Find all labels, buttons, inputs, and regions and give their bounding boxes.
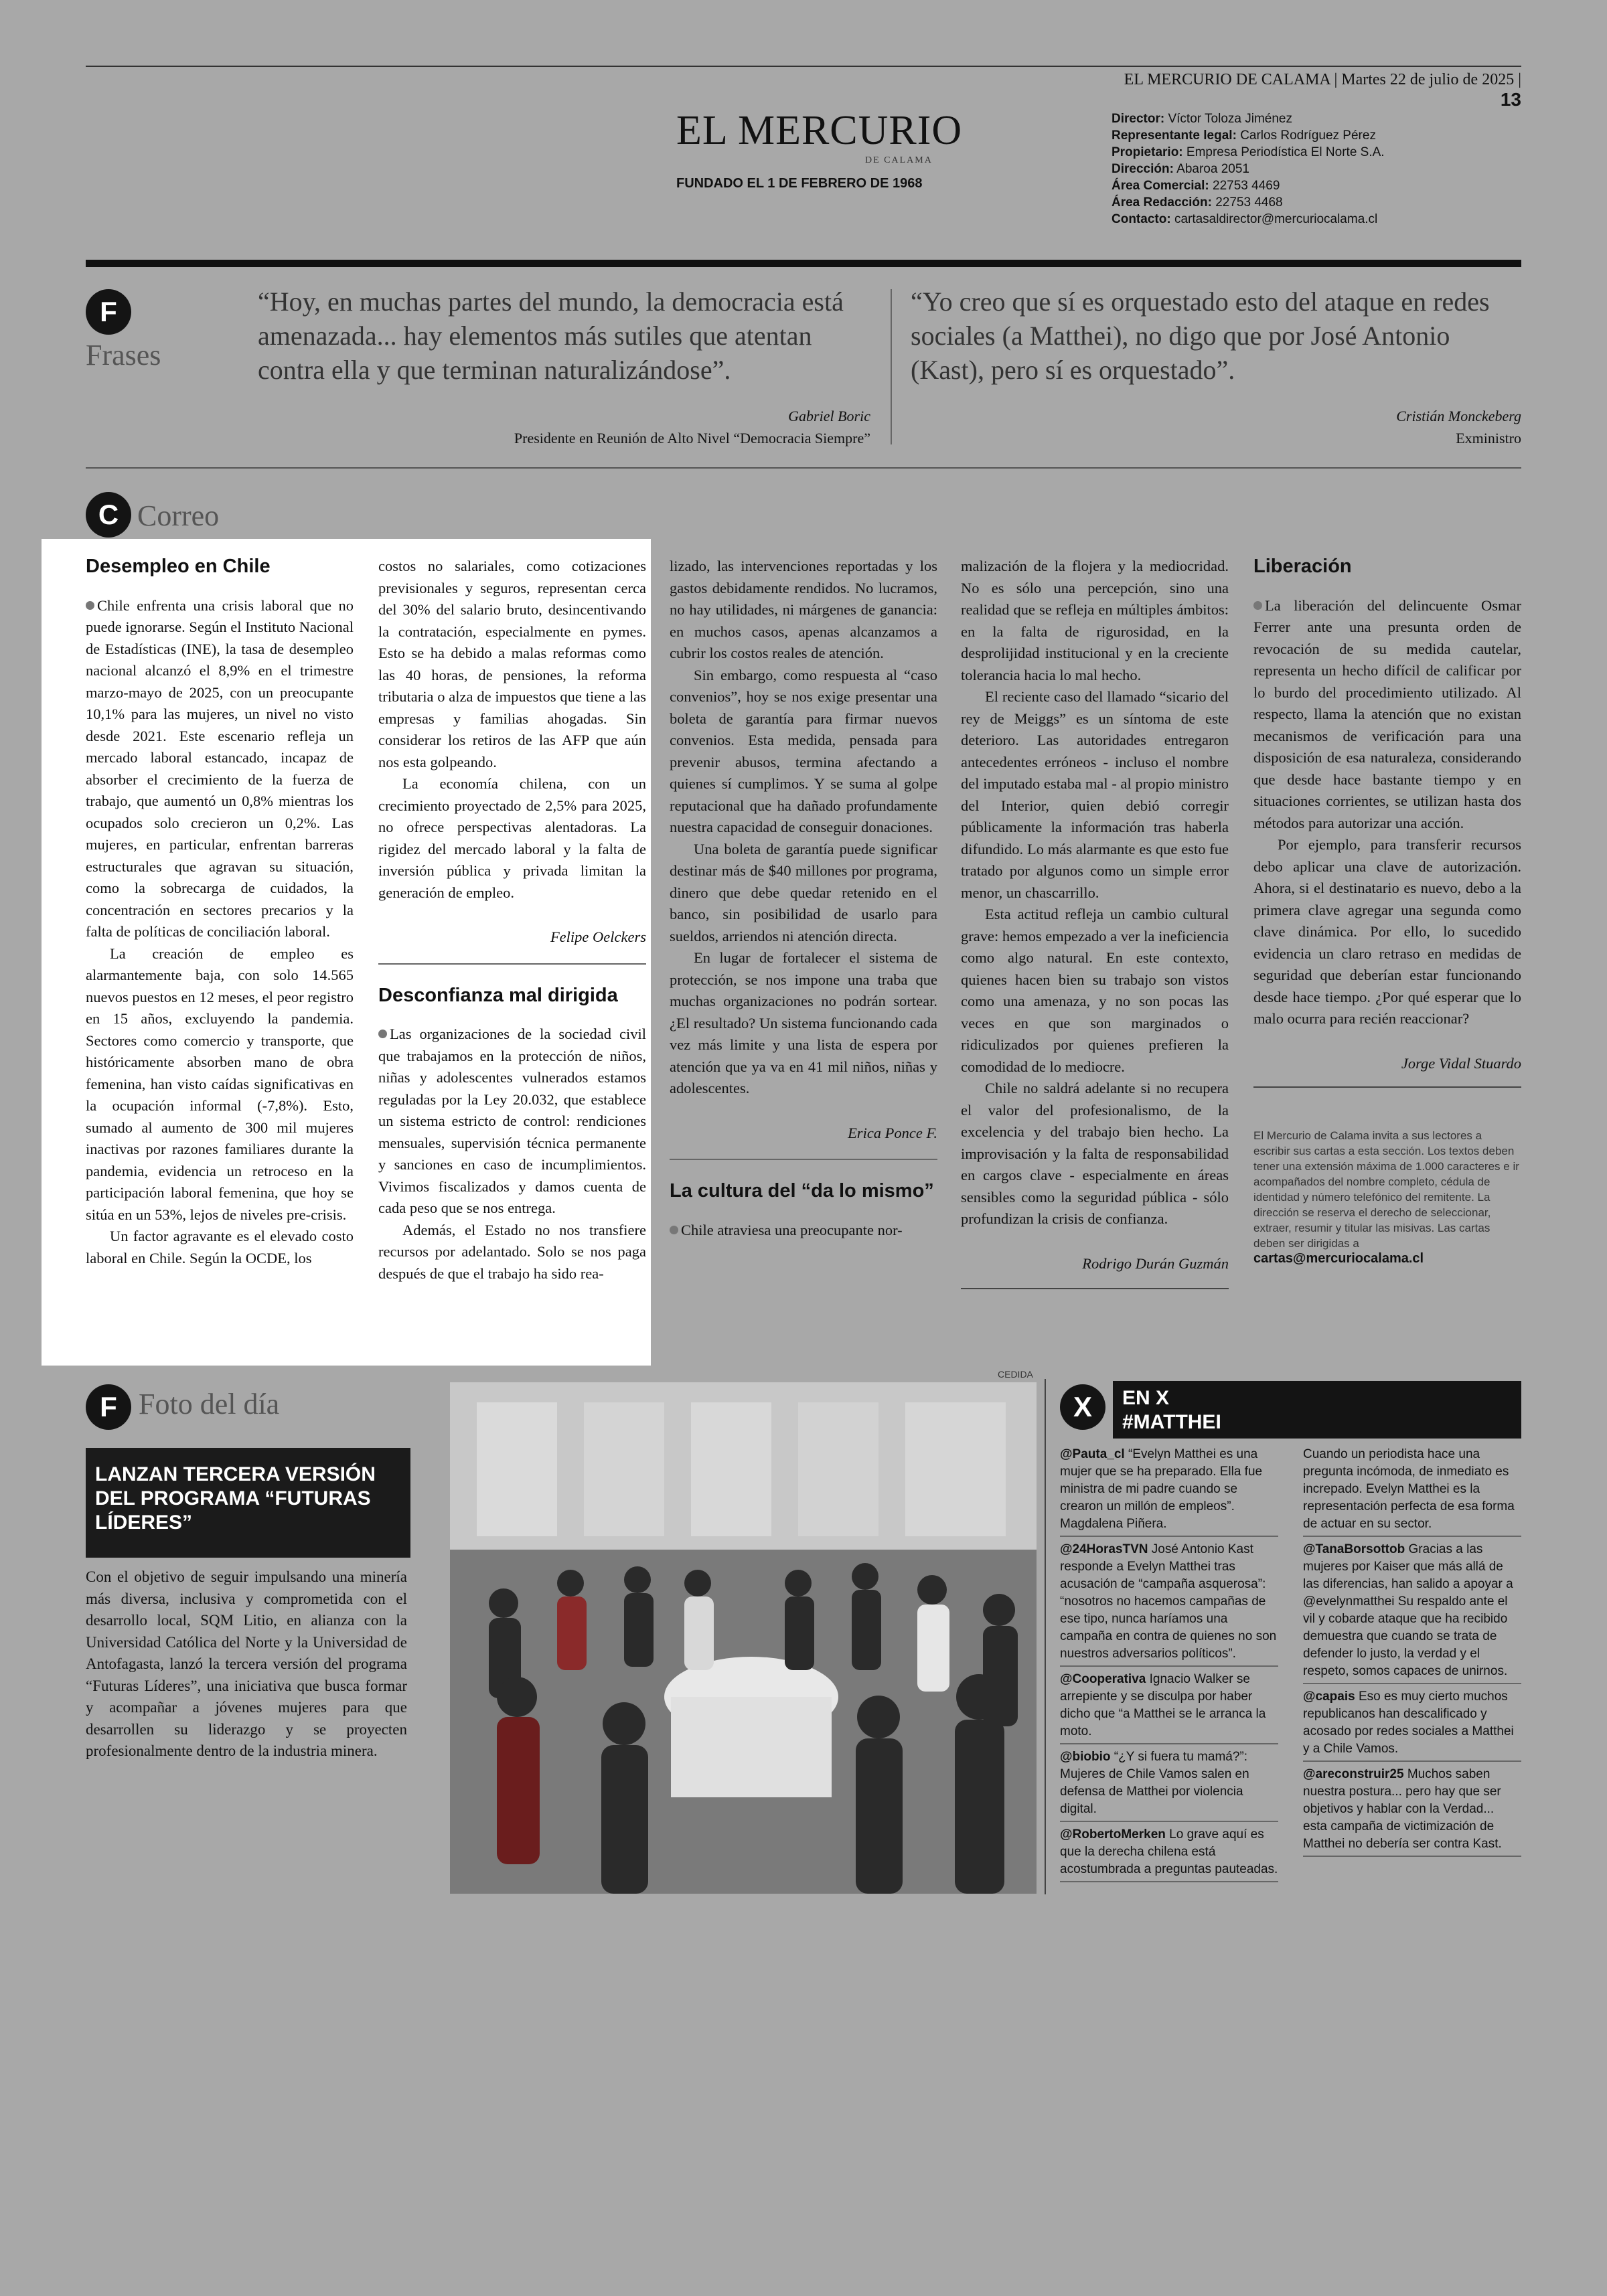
foto-title: Foto del día bbox=[139, 1388, 280, 1420]
notice-email[interactable]: cartas@mercuriocalama.cl bbox=[1253, 1251, 1424, 1266]
tweet-handle[interactable]: @areconstruir25 bbox=[1303, 1767, 1404, 1781]
frases-author-2: Cristián Monckeberg bbox=[1396, 408, 1521, 424]
staff-line: Representante legal: Carlos Rodríguez Pérez bbox=[1112, 129, 1376, 143]
founded-line: FUNDADO EL 1 DE FEBRERO DE 1968 bbox=[676, 176, 923, 191]
bullet-icon bbox=[378, 1030, 387, 1038]
x-title-1: EN X bbox=[1122, 1387, 1170, 1409]
masthead-sub: DE CALAMA bbox=[865, 155, 933, 165]
tweet: @Cooperativa Ignacio Walker se arrepiente y se disculpa por haber dicho que “a Matthei se le arranca la moto. bbox=[1060, 1671, 1278, 1744]
tweet-handle[interactable]: @TanaBorsottob bbox=[1303, 1542, 1405, 1556]
staff-box bbox=[1112, 110, 1527, 228]
letter-paragraph: Chile no saldrá adelante si no recupera el valor del profesionalismo, de la excelencia y del trabajo bien hecho. La improvisación y la falta de responsabilidad en cargos clave - especialmente en áreas sensibles como la seguridad pública - sólo profundizan la crisis de confianza. bbox=[961, 1080, 1229, 1227]
letter-heading: Liberación bbox=[1253, 556, 1352, 577]
x-title-2: #MATTHEI bbox=[1122, 1411, 1221, 1433]
letter-paragraph: Esta actitud refleja un cambio cultural grave: hemos empezado a ver la ineficiencia como algo natural. En este contexto, quienes hacen bien su trabajo son vistos como una amenaza, y no son pocas las veces en que son marginados o ridiculizados por quienes prefieren la comodidad de lo mediocre. bbox=[961, 906, 1229, 1075]
frases-badge: F bbox=[86, 289, 131, 335]
foto-caption: Con el objetivo de seguir impulsando una minería más diversa, inclusiva y comprometida con el desarrollo local, SQM Litio, en alianza con la Universidad Católica del Norte y la Universidad de Antofagasta, lanzó la tercera versión del programa “Futuras Líderes”, una iniciativa que busca formar y acompañar a jóvenes mujeres para que desarrollen su liderazgo y se proyecten profesionalmente dentro de la industria minera. bbox=[86, 1568, 407, 1759]
tweet: @capais Eso es muy cierto muchos republicanos han descalificado y acosado por redes sociales a Matthei y a Chile Vamos. bbox=[1303, 1688, 1521, 1762]
frases-role-2: Exministro bbox=[1456, 430, 1521, 446]
letter-paragraph: Sin embargo, como respuesta al “caso convenios”, hoy se nos exige presentar una boleta de garantía para firmar nuevos convenios. Esta medida, pensada para prevenir abusos, termina afectando a quienes sí cumplimos. Y se suma al golpe reputacional que ha dañado profundamente nuestra capacidad de conseguir donaciones. bbox=[670, 666, 937, 835]
letter-heading: La cultura del “da lo mismo” bbox=[670, 1180, 934, 1202]
frases-divider bbox=[891, 289, 892, 444]
letter-paragraph: La liberación del delincuente Osmar Ferrer ante una presunta orden de revocación de su medida cautelar, representa un hecho difícil de calificar por lo burdo del procedimiento utilizado. Al respecto, llama la atención que no existan mecanismos de verificación para una disposición de esa naturaleza, considerando que desde hace bastante tiempo y en situaciones corrientes, se utilizan hasta dos métodos para autorizar una acción. bbox=[1253, 596, 1521, 831]
letter-paragraph: Además, el Estado no nos transfiere recursos por adelantado. Solo se nos paga después de que el trabajo ha sido rea- bbox=[378, 1221, 646, 1282]
photo-illustration bbox=[450, 1382, 1037, 1894]
tweet: @RobertoMerken Lo grave aquí es que la derecha chilena está acostumbrada a preguntas pauteadas. bbox=[1060, 1826, 1278, 1882]
tweet-handle[interactable]: @biobio bbox=[1060, 1750, 1111, 1764]
tweet-handle[interactable]: @Pauta_cl bbox=[1060, 1447, 1125, 1461]
x-title-box bbox=[1113, 1381, 1521, 1439]
staff-line: Área Redacción: 22753 4468 bbox=[1112, 195, 1283, 210]
frases-bottom-rule bbox=[86, 467, 1521, 469]
top-rule bbox=[86, 66, 1521, 67]
letter-paragraph: En lugar de fortalecer el sistema de protección, se nos impone una traba que muchas organizaciones no podrán sortear. ¿El resultado? Un sistema funcionando cada vez más limite y una lista de espera por atención que ya va en 41 mil niños, niñas y adolescentes. bbox=[670, 949, 937, 1096]
letter-paragraph: La creación de empleo es alarmantemente baja, con solo 14.565 nuevos puestos en 12 meses, el peor registro en 15 años, excluyendo la pandemia. Sectores como comercio y transporte, que históricamente absorben mano de obra femenina, han visto caídas significativas en la ocupación informal (-7,8%). Esto, sumado al aumento de 300 mil mujeres inactivas por razones familiares durante la pandemia, evidencia un retroceso en la participación laboral femenina, que hoy se sitúa en un 53%, lejos de niveles pre-crisis. bbox=[86, 945, 354, 1223]
photo-credit: CEDIDA bbox=[998, 1369, 1033, 1380]
page-number: 13 bbox=[1500, 89, 1521, 110]
running-head-text: EL MERCURIO DE CALAMA | Martes 22 de julio de 2025 | bbox=[1124, 71, 1521, 88]
letters-notice bbox=[1253, 1128, 1521, 1266]
letter-column-4 bbox=[961, 556, 1229, 1289]
letter-paragraph: lizado, las intervenciones reportadas y los gastos debidamente rendidos. No lucramos, no hay utilidades, ni márgenes de ganancia: en muchos casos, apenas alcanzamos a cubrir los costos reales de atención. bbox=[670, 558, 937, 661]
letter-signature: Erica Ponce F. bbox=[848, 1124, 937, 1141]
letter-paragraph: Las organizaciones de la sociedad civil que trabajamos en la protección de niños, niñas y adolescentes vulnerados estamos reguladas por la Ley 20.032, que establece un sistema estricto de control: rendiciones mensuales, supervisión técnica permanente y sanciones en caso de incumplimientos. Vivimos fiscalizados y damos cuenta de cada peso que se nos entrega. bbox=[378, 1026, 646, 1216]
frases-author-1: Gabriel Boric bbox=[788, 408, 870, 424]
staff-line: Área Comercial: 22753 4469 bbox=[1112, 179, 1280, 193]
tweet-handle[interactable]: @24HorasTVN bbox=[1060, 1542, 1148, 1556]
letter-paragraph: La economía chilena, con un crecimiento proyectado de 2,5% para 2025, no ofrece perspectivas alentadoras. La rigidez del mercado laboral y la falta de inversión pública y privada limitan la generación de empleo. bbox=[378, 775, 646, 901]
letter-column-1 bbox=[86, 556, 354, 1269]
letter-paragraph: El reciente caso del llamado “sicario del rey de Meiggs” es un síntoma de este deterioro. Las autoridades entregaron antecedentes erróneos - incluso el nombre del imputado estaba mal - al propio ministro del Interior, quien debió corregir públicamente la información tras haberla difundido. Lo más alarmante es que esto fue tratado por algunos como un simple error menor, un chascarrillo. bbox=[961, 688, 1229, 901]
foto-badge: F bbox=[86, 1384, 131, 1430]
correo-badge: C bbox=[86, 492, 131, 538]
letter-paragraph: Por ejemplo, para transferir recursos debo aplicar una clave de autorización. Ahora, si el destinatario es nuevo, debo a la primera clave agregar una segunda como clave dinámica. Por ello, lo sucedido evidencia un claro retraso en medidas de seguridad que deberían estar funcionando desde hace tiempo. ¿Por qué esperar que lo malo ocurra para recién reaccionar? bbox=[1253, 836, 1521, 1027]
letter-signature: Rodrigo Durán Guzmán bbox=[1082, 1254, 1229, 1272]
header-bottom-rule bbox=[86, 260, 1521, 267]
staff-line: Director: Víctor Toloza Jiménez bbox=[1112, 112, 1292, 126]
frases-title: Frases bbox=[86, 339, 161, 372]
letter-heading: Desempleo en Chile bbox=[86, 556, 271, 577]
staff-line: Dirección: Abaroa 2051 bbox=[1112, 162, 1249, 176]
staff-line: Contacto: cartasaldirector@mercuriocalama.cl bbox=[1112, 212, 1378, 226]
foto-headline: LANZAN TERCERA VERSIÓN DEL PROGRAMA “FUTURAS LÍDERES” bbox=[95, 1463, 376, 1534]
bullet-icon bbox=[670, 1226, 678, 1234]
x-column-divider bbox=[1045, 1379, 1046, 1894]
event-photo bbox=[450, 1382, 1037, 1894]
frases-quote-1: “Hoy, en muchas partes del mundo, la democracia está amenazada... hay elementos más sutiles que atentan contra ella y que terminan naturalizándose”. bbox=[258, 286, 844, 385]
foto-headline-box bbox=[86, 1448, 410, 1558]
tweet-handle[interactable]: @capais bbox=[1303, 1690, 1355, 1704]
tweet-handle[interactable]: @Cooperativa bbox=[1060, 1672, 1146, 1686]
letter-signature: Felipe Oelckers bbox=[550, 928, 646, 945]
letter-signature: Jorge Vidal Stuardo bbox=[1401, 1054, 1521, 1072]
tweet: @24HorasTVN José Antonio Kast responde a Evelyn Matthei tras acusación de “campaña asquerosa”: “nosotros no hacemos campañas de ese tipo, nunca haríamos una campaña en contra de quienes no son nuestros adversarios políticos”. bbox=[1060, 1541, 1278, 1667]
column-rule bbox=[1253, 1086, 1521, 1088]
letter-column-5 bbox=[1253, 556, 1521, 1266]
letter-paragraph: malización de la flojera y la mediocridad. No es sólo una percepción, sino una realidad que se refleja en múltiples ámbitos: en la falta de rigurosidad, en la desprolijidad institucional y en la creciente tolerancia hacia lo mal hecho. bbox=[961, 558, 1229, 683]
frases-quote-2: “Yo creo que sí es orquestado esto del ataque en redes sociales (a Matthei), no digo que por José Antonio (Kast), pero sí es orquestado”. bbox=[911, 286, 1490, 385]
x-left-column bbox=[1060, 1446, 1278, 1886]
tweet: @areconstruir25 Muchos saben nuestra postura... pero hay que ser objetivos y hablar con la Verdad... esta campaña de victimización de Matthei no debería ser contra Kast. bbox=[1303, 1766, 1521, 1857]
x-right-column bbox=[1303, 1446, 1521, 1861]
column-rule bbox=[378, 963, 646, 965]
bullet-icon bbox=[1253, 601, 1262, 610]
tweet: @TanaBorsottob Gracias a las mujeres por Kaiser que más allá de las diferencias, han salido a apoyar a @evelynmatthei Su respaldo ante el vil y cobarde ataque que ha recibido demuestra que cuando se trata de defender lo justo, la verdad y el respeto, somos capaces de unirnos. bbox=[1303, 1541, 1521, 1684]
x-badge: X bbox=[1060, 1384, 1105, 1430]
letter-paragraph: costos no salariales, como cotizaciones previsionales y seguros, representan cerca del 30% del salario bruto, desincentivando la contratación, especialmente en pymes. Esto se ha debido a malas reformas como las 40 horas, de pensiones, la reforma tributaria o alza de impuestos que tiene a las empresas y familias ahogadas. Sin considerar los retiros de las AFP que aún nos esta golpeando. bbox=[378, 558, 646, 770]
tweet: @biobio “¿Y si fuera tu mamá?”: Mujeres de Chile Vamos salen en defensa de Matthei por violencia digital. bbox=[1060, 1748, 1278, 1822]
correo-title: Correo bbox=[137, 499, 220, 532]
letter-column-3 bbox=[670, 556, 937, 1241]
masthead-logo: EL MERCURIO bbox=[676, 108, 963, 153]
running-head bbox=[1112, 71, 1521, 110]
tweet: @Pauta_cl “Evelyn Matthei es una mujer que se ha preparado. Ella fue ministra de mi padre cuando se crearon un millón de empleos”. Magdalena Piñera. bbox=[1060, 1446, 1278, 1537]
letter-paragraph: Chile atraviesa una preocupante nor- bbox=[670, 1220, 937, 1242]
letter-column-2 bbox=[378, 556, 646, 1285]
letter-paragraph: Una boleta de garantía puede significar destinar más de $40 millones por programa, dinero que debe quedar retenido en el banco, sin posibilidad de usarlo para sueldos, arriendos ni atención directa. bbox=[670, 840, 937, 945]
tweet: Cuando un periodista hace una pregunta incómoda, de inmediato es increpado. Evelyn Matthei es la representación perfecta de esa forma de actuar en su sector. bbox=[1303, 1446, 1521, 1537]
letter-paragraph: Un factor agravante es el elevado costo laboral en Chile. Según la OCDE, los bbox=[86, 1228, 354, 1266]
letter-paragraph: Chile enfrenta una crisis laboral que no puede ignorarse. Según el Instituto Nacional de Estadísticas (INE), la tasa de desempleo nacional alcanzó el 8,9% en el trimestre marzo-mayo de 2025, con un preocupante 10,1% para las mujeres, un nivel no visto desde 2021. Este escenario refleja un mercado laboral estancado, incapaz de absorber el crecimiento de la fuerza de trabajo, que aumentó un 0,8% mientras los ocupados solo crecieron un 0,2%. Las mujeres, en particular, enfrentan barreras estructurales que agravan su situación, como la sobrecarga de cuidados, la concentración en sectores precarios y la falta de políticas de conciliación laboral. bbox=[86, 596, 354, 940]
frases-role-1: Presidente en Reunión de Alto Nivel “Democracia Siempre” bbox=[514, 430, 870, 446]
letter-heading: Desconfianza mal dirigida bbox=[378, 984, 618, 1006]
tweet-handle[interactable]: @RobertoMerken bbox=[1060, 1827, 1166, 1841]
bullet-icon bbox=[86, 601, 94, 610]
column-rule bbox=[961, 1288, 1229, 1289]
notice-text: El Mercurio de Calama invita a sus lectores a escribir sus cartas a esta sección. Los textos deben tener una extensión máxima de 1.000 caracteres e ir acompañados del nombre completo, cédula de identidad y número telefónico del remitente. La dirección se reserva el derecho de seleccionar, extraer, resumir y titular las misivas. Las cartas deben ser dirigidas a bbox=[1253, 1129, 1519, 1250]
staff-line: Propietario: Empresa Periodística El Norte S.A. bbox=[1112, 145, 1385, 159]
column-rule bbox=[670, 1159, 937, 1160]
